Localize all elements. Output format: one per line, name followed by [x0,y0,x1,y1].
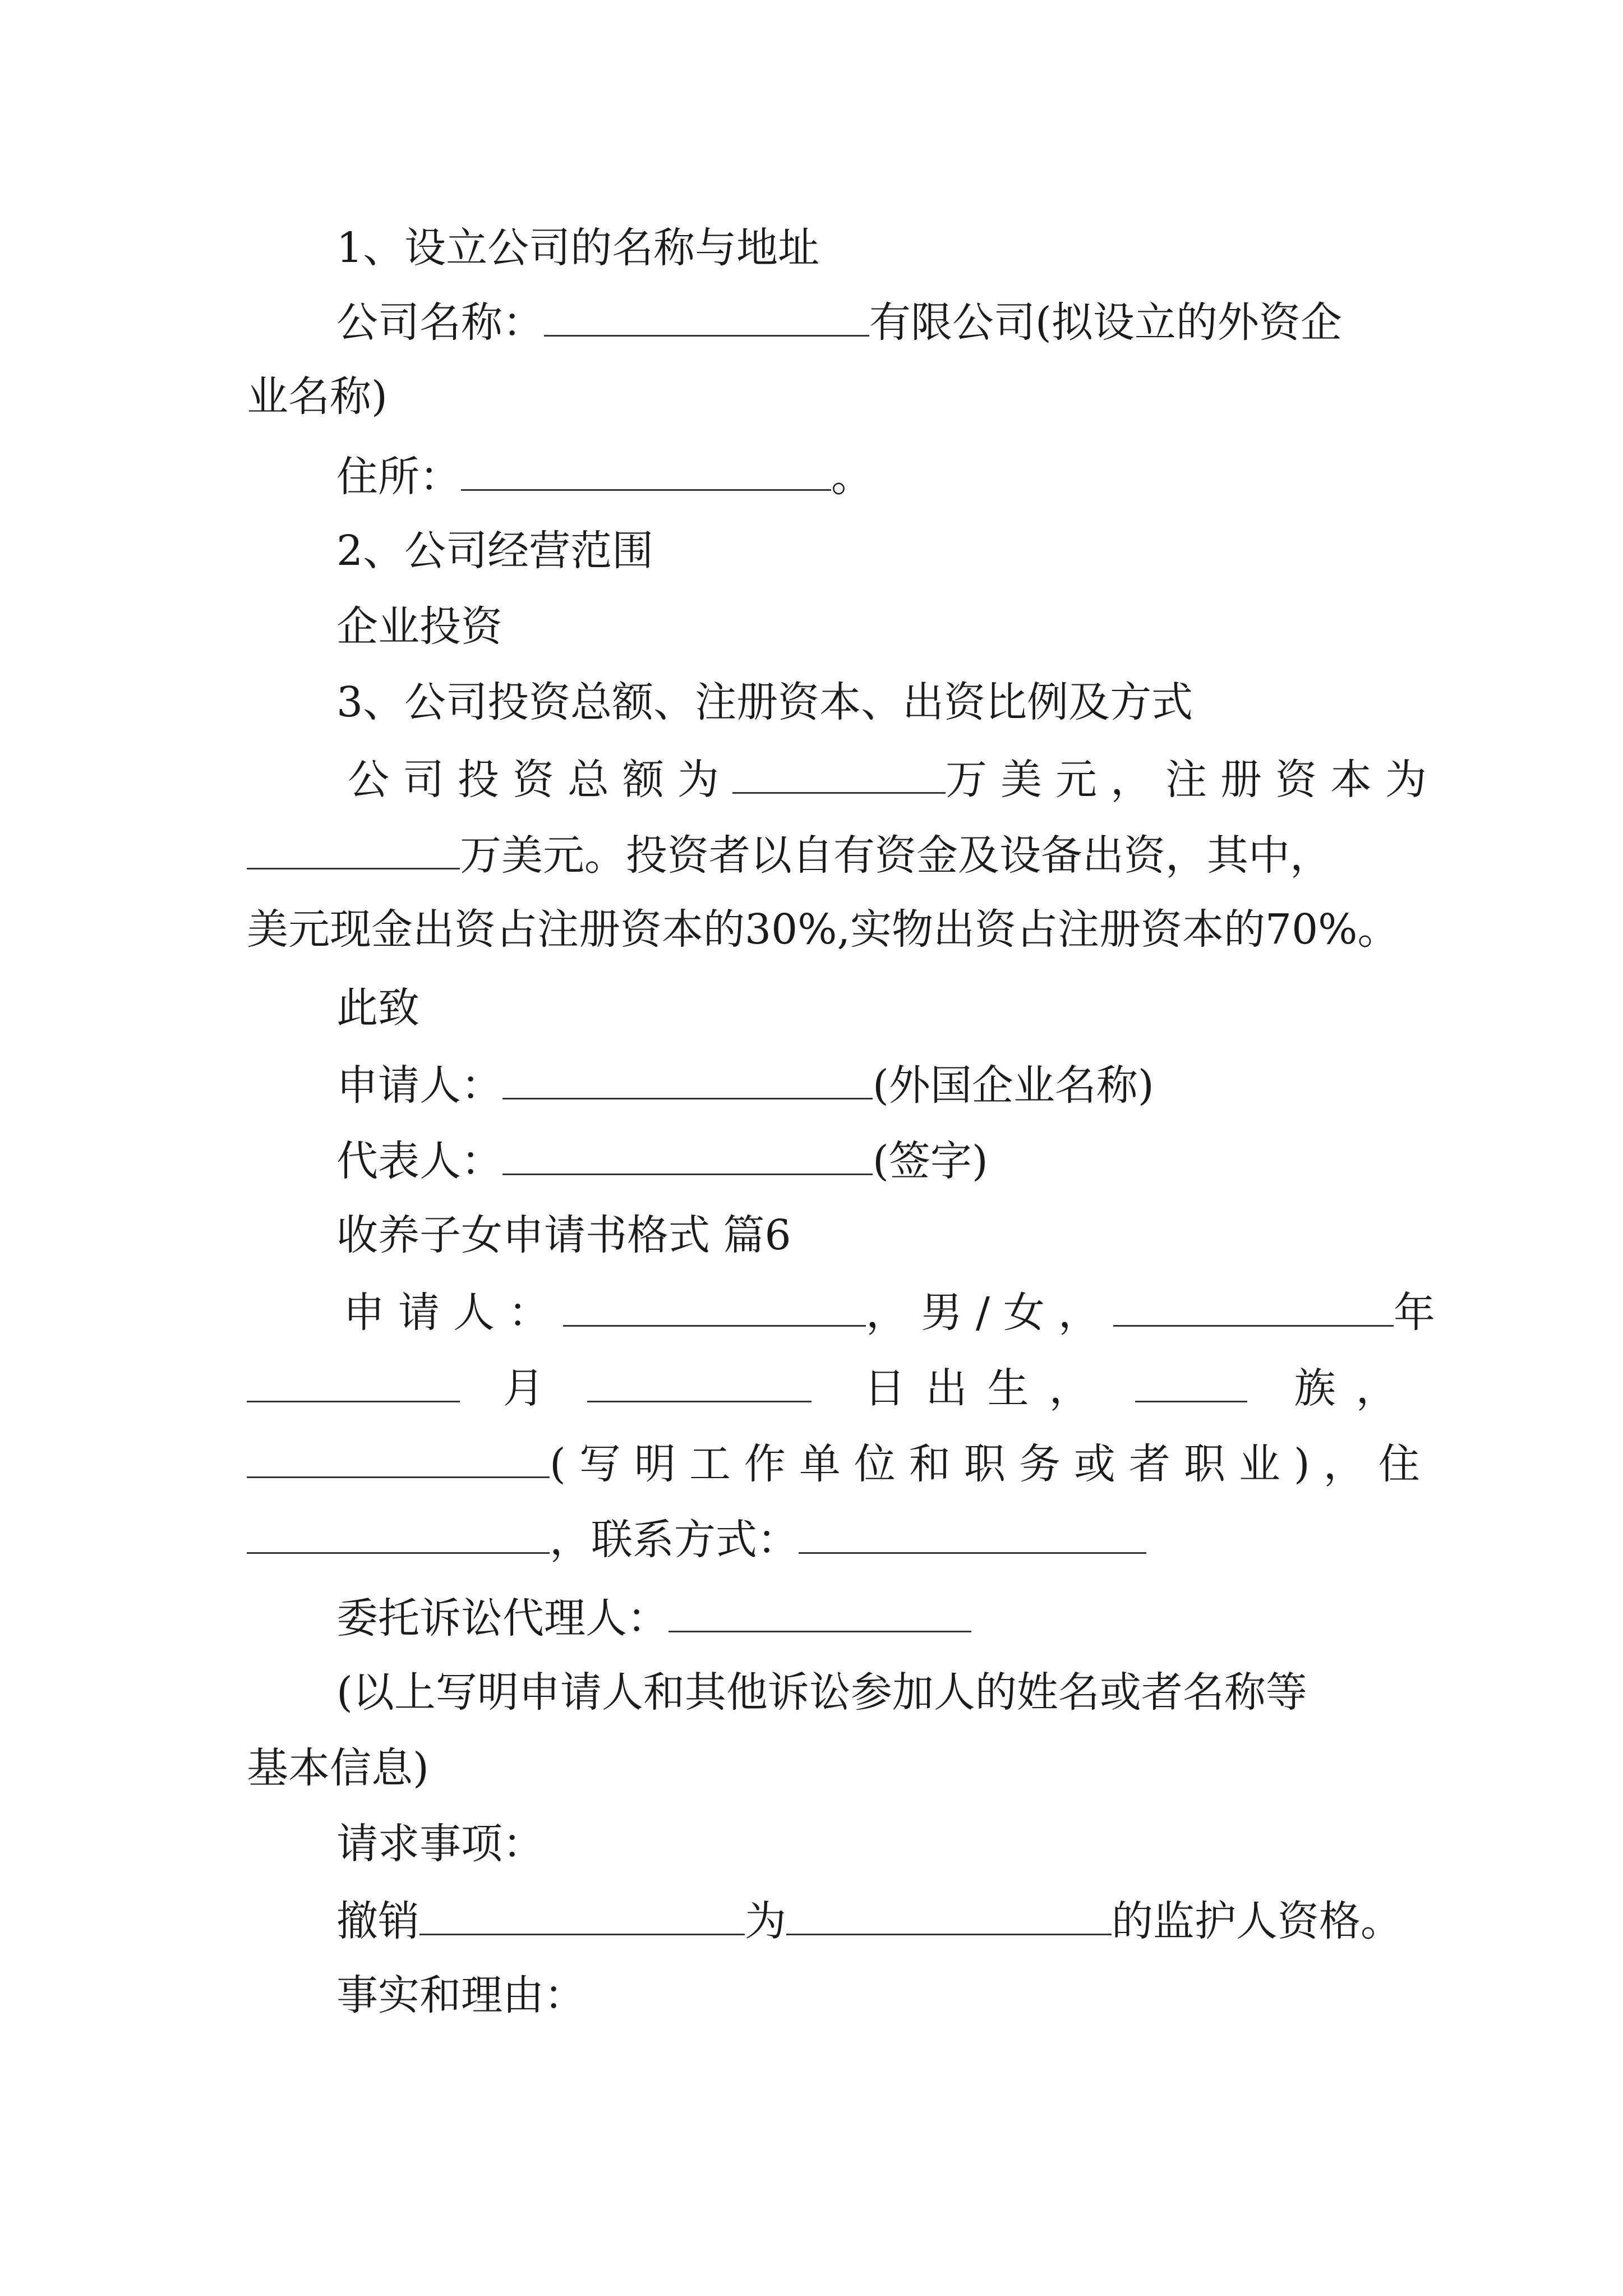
gender-text: ，男/女， [866,1289,1113,1337]
address-label: 住所： [336,453,461,501]
birth-date-line [247,1364,1418,1412]
investment-line-2 [247,831,1331,880]
company-name-label: 公司名称： [336,298,544,347]
facts-heading: 事实和理由： [336,1971,585,2019]
representative-blank [502,1139,873,1175]
birth-day-blank [587,1366,811,1402]
address-line [336,453,873,501]
agent-label: 委托诉讼代理人： [336,1594,668,1642]
residence-line [247,1516,1146,1564]
occupation-blank [247,1442,550,1478]
representative-label: 代表人： [336,1137,502,1185]
agent-line [336,1594,971,1642]
investment-total-label: 公司投资总额为 [348,756,732,804]
adoption-applicant-label: 申请人： [343,1289,563,1337]
address-blank [461,454,831,491]
ethnicity-blank [1135,1366,1247,1402]
residence-blank [247,1517,550,1554]
section-1-heading: 1、设立公司的名称与地址 [336,224,820,272]
revoke-label: 撤销 [336,1897,419,1945]
section-3-heading: 3、公司投资总额、注册资本、出资比例及方式 [336,678,1193,726]
investment-text: 万美元。投资者以自有资金及设备出资，其中， [460,831,1331,880]
applicant-blank [502,1063,873,1099]
investment-line-3: 美元现金出资占注册资本的30%,实物出资占注册资本的70%。 [247,905,1399,954]
investment-line-1 [348,756,1440,804]
ethnicity-label: 族， [1294,1364,1418,1412]
ward-blank [786,1899,1112,1935]
adoption-applicant-blank [563,1290,866,1327]
note-line-cont: 基本信息) [247,1744,429,1792]
agent-blank [668,1596,971,1632]
company-name-line-cont: 业名称) [247,372,388,421]
applicant-label: 申请人： [336,1061,502,1110]
applicant-line [336,1061,1154,1110]
contact-label: ，联系方式： [550,1516,799,1564]
revoke-person-blank [419,1899,745,1935]
occupation-text: (写明工作单位和职务或者职业)，住 [550,1440,1433,1488]
occupation-line [247,1440,1433,1488]
representative-line [336,1137,988,1185]
contact-blank [799,1517,1146,1554]
salutation: 此致 [336,984,419,1032]
applicant-note: (外国企业名称) [873,1061,1154,1110]
address-end: 。 [831,453,873,501]
article-title: 收养子女申请书格式 篇6 [336,1211,791,1259]
guardian-text: 的监护人资格。 [1112,1897,1402,1945]
birth-month-blank [247,1366,460,1402]
registered-capital-blank [247,833,460,869]
note-line: (以上写明申请人和其他诉讼参加人的姓名或者名称等 [336,1668,1307,1717]
representative-note: (签字) [873,1137,988,1185]
for-label: 为 [745,1897,786,1945]
birth-text: 日出生， [864,1364,1111,1412]
month-label: 月 [502,1364,545,1412]
year-label: 年 [1393,1289,1435,1337]
registered-capital-label: 万美元，注册资本为 [946,756,1440,804]
birth-year-blank [1113,1290,1394,1327]
business-scope-text: 企业投资 [336,602,502,651]
company-name-line [336,298,1342,347]
section-2-heading: 2、公司经营范围 [336,527,654,575]
request-heading: 请求事项： [336,1820,544,1868]
request-line [336,1897,1402,1945]
investment-total-blank [732,757,946,794]
company-name-blank [544,300,869,337]
company-name-suffix: 有限公司(拟设立的外资企 [869,298,1342,347]
adoption-applicant-line [343,1289,1435,1337]
